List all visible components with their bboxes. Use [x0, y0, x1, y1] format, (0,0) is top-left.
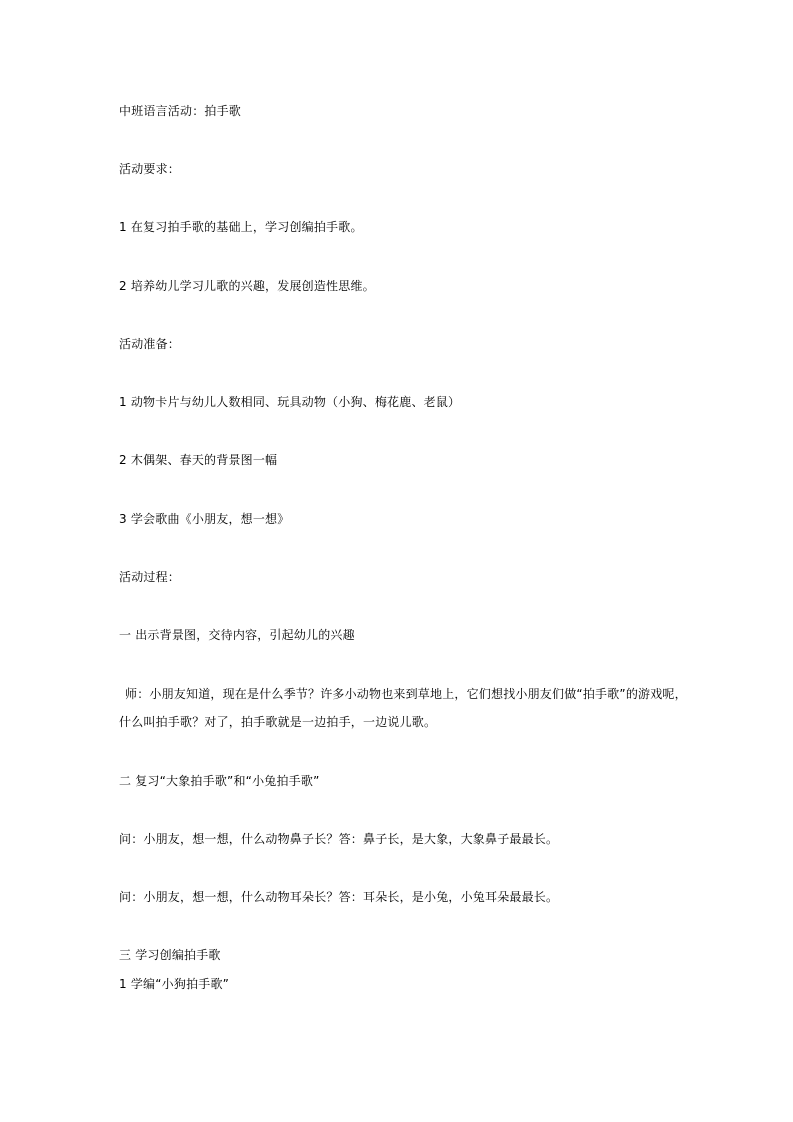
step1-paragraph-line: 师：小朋友知道，现在是什么季节？许多小动物也来到草地上，它们想找小朋友们做“拍手歌”的游戏呢， — [125, 687, 687, 701]
step3-subitem: 1 学编“小狗拍手歌” — [119, 977, 230, 991]
step1-paragraph-line: 什么叫拍手歌？对了，拍手歌就是一边拍手，一边说儿歌。 — [119, 715, 437, 729]
preparation-item: 2 木偶架、春天的背景图一幅 — [119, 453, 278, 467]
step2-question: 问：小朋友，想一想，什么动物鼻子长？答：鼻子长，是大象，大象鼻子最最长。 — [119, 832, 559, 846]
step3-heading: 三 学习创编拍手歌 — [119, 948, 221, 962]
preparation-item: 3 学会歌曲《小朋友，想一想》 — [119, 512, 290, 526]
preparation-item: 1 动物卡片与幼儿人数相同、玩具动物（小狗、梅花鹿、老鼠） — [119, 395, 461, 409]
requirement-item: 2 培养幼儿学习儿歌的兴趣，发展创造性思维。 — [119, 279, 375, 293]
preparation-heading: 活动准备： — [119, 337, 181, 351]
requirement-item: 1 在复习拍手歌的基础上，学习创编拍手歌。 — [119, 220, 363, 234]
document-title: 中班语言活动：拍手歌 — [119, 104, 242, 118]
process-heading: 活动过程： — [119, 570, 181, 584]
step1-heading: 一 出示背景图，交待内容，引起幼儿的兴趣 — [119, 628, 355, 642]
step2-heading: 二 复习“大象拍手歌”和“小兔拍手歌” — [119, 774, 320, 788]
requirements-heading: 活动要求： — [119, 162, 181, 176]
step2-question: 问：小朋友，想一想，什么动物耳朵长？答：耳朵长，是小兔，小兔耳朵最最长。 — [119, 890, 559, 904]
